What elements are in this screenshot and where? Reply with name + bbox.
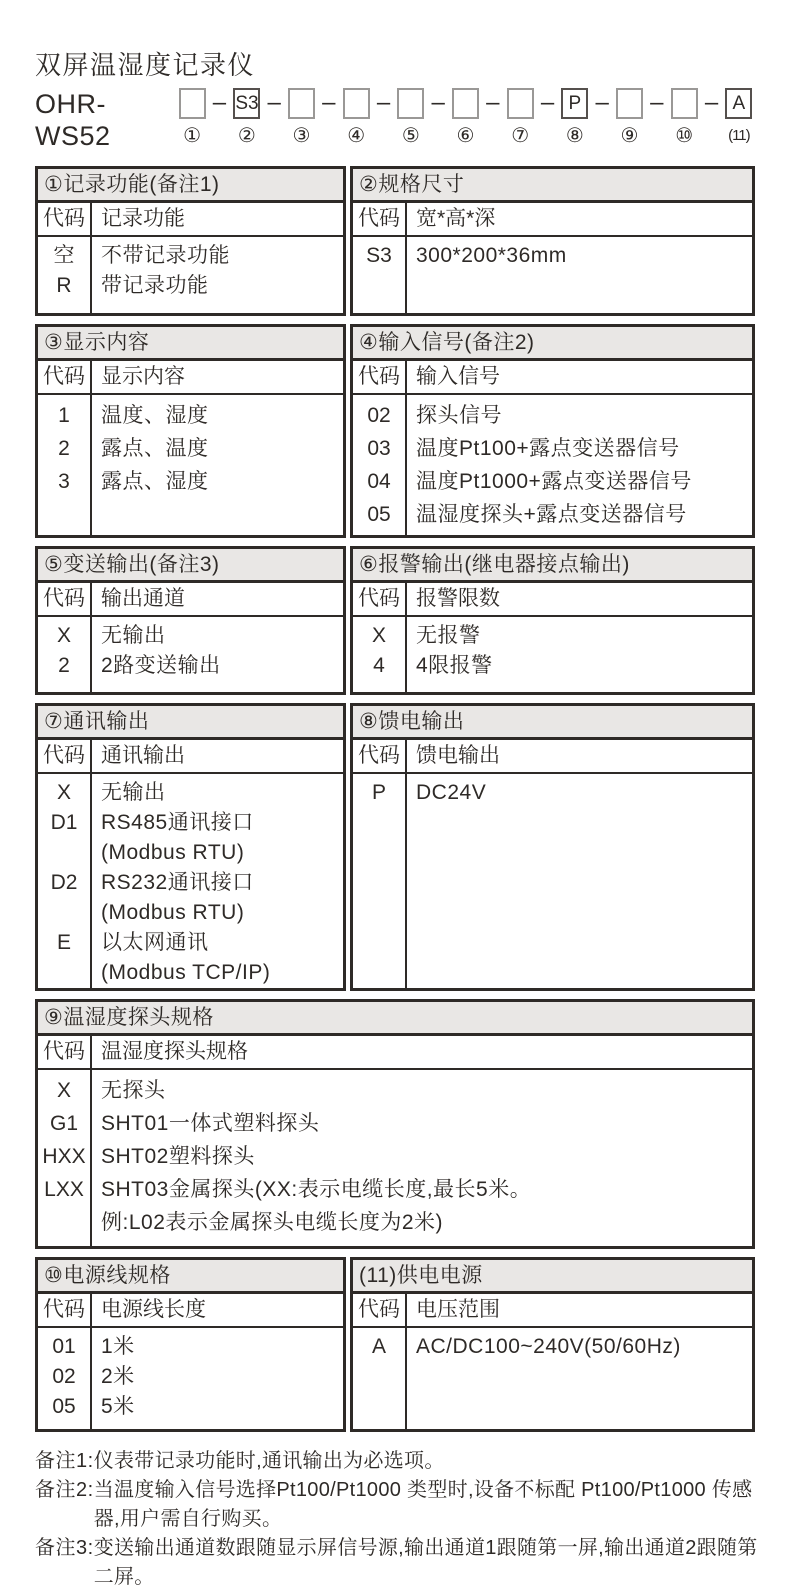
desc-line: (Modbus RTU) [101,841,245,864]
row-code: X [56,1079,71,1102]
code-column-header: 代码 [353,361,407,393]
section-title: ⑤变送输出(备注3) [38,549,343,583]
table-row [38,432,343,465]
footnote-1 [35,1447,761,1476]
row-code: 05 [52,1395,76,1418]
slot-code-box: S3 [233,88,260,119]
row-code: S3 [366,244,392,267]
code-column-header: 代码 [353,1294,407,1326]
filler-row [38,1239,752,1246]
section-record-function [35,166,346,316]
row-desc [90,868,343,928]
desc-column-header: 显示内容 [101,365,185,388]
code-column-header: 代码 [353,583,407,615]
row-desc [90,1392,343,1422]
row-code: 05 [367,503,391,526]
code-column-header: 代码 [38,1036,92,1068]
table-header-row [38,203,343,237]
desc-line: 无输出 [101,781,166,804]
row-code: R [56,274,72,297]
desc-line: 例:L02表示金属探头电缆长度为2米) [101,1211,444,1234]
desc-line: 无探头 [101,1079,166,1102]
desc-line: 2米 [101,1365,135,1388]
row-desc [405,1332,752,1362]
model-code-line [35,88,755,152]
row-desc [90,465,343,498]
code-column-header: 代码 [38,361,92,393]
section-probe-spec [35,999,755,1249]
desc-line: 温度Pt100+露点变送器信号 [416,437,680,460]
table-row [38,868,343,928]
dash-separator: – [540,89,555,116]
row-code: E [56,931,71,954]
section-display-content [35,324,346,538]
table-data-block [38,617,343,692]
table-data-block [38,774,343,988]
section-title: ④输入信号(备注2) [353,327,752,361]
desc-line: 5米 [101,1395,135,1418]
slot-number: ① [183,125,202,147]
slot-empty-box [397,88,424,119]
dash-separator: – [431,89,445,116]
model-slot-8 [559,88,591,147]
slot-number: ③ [292,125,311,147]
row-desc [90,399,343,432]
row-desc [405,651,752,681]
row-code: LXX [44,1178,84,1201]
row-desc [90,241,343,271]
table-header-row [38,1036,752,1070]
table-row [38,1140,752,1173]
table-row [38,928,343,988]
code-column-header: 代码 [353,203,407,235]
desc-line: RS232通讯接口 [101,871,254,894]
row-desc [405,241,752,271]
table-data-block [38,1328,343,1429]
table-data-block [353,617,752,692]
row-desc [405,778,752,808]
table-row-group-2 [35,324,755,538]
slot-number: (11) [728,127,750,144]
code-column-header: 代码 [353,740,407,772]
table-row [38,241,343,271]
table-data-block [38,1070,752,1246]
slot-empty-box [616,88,643,119]
row-code: 03 [367,437,391,460]
table-row [38,651,343,681]
slot-code-box: P [561,88,588,119]
table-row [38,1173,752,1239]
desc-column-header: 记录功能 [101,207,185,230]
row-code: X [56,624,71,647]
row-desc [90,271,343,301]
desc-column-header: 电压范围 [416,1298,500,1321]
row-desc [405,399,752,432]
desc-line: 温度Pt1000+露点变送器信号 [416,470,692,493]
table-row [38,271,343,301]
row-code: P [371,781,386,804]
filler-row [353,681,752,692]
desc-line: 无报警 [416,624,481,647]
slot-empty-box [671,88,698,119]
table-row [38,1107,752,1140]
section-alarm-output [350,546,755,695]
table-row [353,651,752,681]
model-slot-11 [723,88,755,147]
filler-row [353,271,752,313]
table-row [38,1392,343,1422]
footnote-3 [35,1534,761,1592]
dash-separator: – [595,89,609,116]
section-title: ③显示内容 [38,327,343,361]
table-data-block [38,237,343,313]
model-slot-5 [395,88,427,147]
row-desc [90,1074,752,1107]
dash-separator: – [267,89,281,116]
row-desc [90,651,343,681]
filler-row [38,498,343,535]
desc-column-header: 宽*高*深 [416,207,496,230]
slot-number: ④ [347,125,366,147]
row-code: 1 [58,404,70,427]
row-code: 2 [58,437,70,460]
table-row [353,241,752,271]
slot-empty-box [288,88,315,119]
table-row-group-4 [35,703,755,991]
table-row [38,778,343,808]
section-dimensions [350,166,755,316]
row-desc [90,1332,343,1362]
table-row-group-1 [35,166,755,316]
table-header-row [353,203,752,237]
footnote-text: 当温度输入信号选择Pt100/Pt1000 类型时,设备不标配 Pt100/Pt1000 传感器,用户需自行购买。 [93,1479,753,1530]
row-code: HXX [42,1145,86,1168]
desc-line: RS485通讯接口 [101,811,254,834]
desc-line: 露点、温度 [101,437,209,460]
desc-line: 温度、湿度 [101,404,209,427]
table-row [353,399,752,432]
table-header-row [38,361,343,395]
table-row [353,778,752,808]
section-power-cord [35,1257,346,1432]
slot-number: ⑧ [565,125,584,147]
selection-tables [35,166,755,1432]
code-column-header: 代码 [38,203,92,235]
section-title: ⑦通讯输出 [38,706,343,740]
model-prefix: OHR-WS52 [35,89,111,151]
filler-row [353,1362,752,1429]
footnote-label: 备注3: [35,1537,94,1559]
slot-number: ⑨ [620,125,639,147]
desc-line: 温湿度探头+露点变送器信号 [416,503,687,526]
footnote-label: 备注2: [35,1479,94,1501]
dash-separator: – [212,89,227,116]
desc-line: 1米 [101,1335,135,1358]
slot-empty-box [452,88,479,119]
dash-separator: – [486,89,500,116]
footnotes [35,1447,761,1592]
row-desc [90,1107,752,1140]
row-desc [90,621,343,651]
row-code: X [56,781,71,804]
section-title: ②规格尺寸 [353,169,752,203]
desc-line: 不带记录功能 [101,244,230,267]
row-desc [405,621,752,651]
row-code: A [371,1335,386,1358]
table-header-row [353,740,752,774]
footnote-text: 仪表带记录功能时,通讯输出为必选项。 [93,1450,445,1472]
table-row-group-6 [35,1257,755,1432]
model-slot-3 [285,88,317,147]
slot-number: ⑦ [511,125,530,147]
table-row-group-3 [35,546,755,695]
row-code: D2 [50,871,78,894]
filler-row [38,1422,343,1429]
table-row [353,498,752,531]
section-transmit-output [35,546,346,695]
model-slot-9 [614,88,646,147]
desc-line: (Modbus RTU) [101,901,245,924]
row-code: 2 [58,654,70,677]
row-code: 3 [58,470,70,493]
desc-line: SHT01一体式塑料探头 [101,1112,320,1135]
filler-row [353,808,752,988]
desc-column-header: 通讯输出 [101,744,185,767]
row-desc [90,928,343,988]
slot-empty-box [179,88,206,119]
row-code: 02 [52,1365,76,1388]
row-code: 04 [367,470,391,493]
section-feed-output [350,703,755,991]
section-title: ①记录功能(备注1) [38,169,343,203]
code-column-header: 代码 [38,583,92,615]
row-desc [90,808,343,868]
table-header-row [38,1294,343,1328]
desc-column-header: 输入信号 [416,365,500,388]
table-row [353,621,752,651]
footnote-label: 备注1: [35,1450,94,1472]
table-data-block [353,395,752,535]
row-code: 空 [53,244,75,267]
table-data-block [353,774,752,988]
table-header-row [353,361,752,395]
slot-code-box: A [725,88,752,119]
row-desc [90,1140,752,1173]
desc-line: AC/DC100~240V(50/60Hz) [416,1335,681,1358]
table-row [38,399,343,432]
model-slot-4 [340,88,372,147]
row-desc [90,432,343,465]
table-header-row [353,1294,752,1328]
model-slot-7 [504,88,536,147]
table-row [38,808,343,868]
desc-column-header: 报警限数 [416,587,500,610]
footnote-text: 变送输出通道数跟随显示屏信号源,输出通道1跟随第一屏,输出通道2跟随第二屏。 [93,1537,758,1588]
desc-column-header: 温湿度探头规格 [101,1040,248,1063]
desc-line: 2路变送输出 [101,654,221,677]
table-row [38,1074,752,1107]
desc-line: (Modbus TCP/IP) [101,961,271,984]
table-row [353,465,752,498]
section-communication-output [35,703,346,991]
slot-number: ② [237,125,256,147]
model-slot-10 [668,88,700,147]
filler-row [38,301,343,313]
row-code: 4 [373,654,385,677]
row-code: X [371,624,386,647]
code-column-header: 代码 [38,740,92,772]
desc-line: DC24V [416,781,487,804]
table-row [38,1362,343,1392]
table-data-block [353,1328,752,1429]
dash-separator: – [376,89,391,116]
desc-line: SHT03金属探头(XX:表示电缆长度,最长5米。 [101,1178,532,1201]
row-desc [405,498,752,531]
table-row [38,1332,343,1362]
row-desc [405,465,752,498]
row-code: G1 [49,1112,78,1135]
table-row [353,1332,752,1362]
section-title: ⑥报警输出(继电器接点输出) [353,549,752,583]
desc-line: 4限报警 [416,654,493,677]
slot-empty-box [343,88,370,119]
desc-column-header: 电源线长度 [101,1298,206,1321]
table-header-row [38,740,343,774]
section-input-signal [350,324,755,538]
model-slot-1 [176,88,208,147]
filler-row [353,531,752,535]
filler-row [38,681,343,692]
table-row [38,621,343,651]
dash-separator: – [704,89,719,116]
table-header-row [38,583,343,617]
row-desc [90,1173,752,1239]
desc-line: SHT02塑料探头 [101,1145,255,1168]
dash-separator: – [322,89,336,116]
code-column-header: 代码 [38,1294,92,1326]
row-desc [90,1362,343,1392]
table-data-block [353,237,752,313]
slot-number: ⑤ [401,125,420,147]
section-title: (11)供电电源 [353,1260,752,1294]
desc-line: 无输出 [101,624,166,647]
desc-column-header: 输出通道 [101,587,185,610]
model-slot-6 [449,88,481,147]
dash-separator: – [650,89,664,116]
desc-line: 露点、湿度 [101,470,209,493]
row-desc [90,778,343,808]
table-data-block [38,395,343,535]
section-power-supply [350,1257,755,1432]
section-title: ⑧馈电输出 [353,706,752,740]
desc-column-header: 馈电输出 [416,744,500,767]
slot-number: ⑥ [456,125,475,147]
slot-empty-box [507,88,534,119]
model-slot-2 [231,88,263,147]
table-row [353,432,752,465]
desc-line: 探头信号 [416,404,502,427]
page-title: 双屏温湿度记录仪 [35,50,256,80]
section-title: ⑨温湿度探头规格 [38,1002,752,1036]
row-desc [405,432,752,465]
slot-number: ⑩ [675,125,694,147]
row-code: 01 [52,1335,76,1358]
table-header-row [353,583,752,617]
desc-line: 300*200*36mm [416,244,567,267]
row-code: 02 [367,404,391,427]
row-code: D1 [50,811,78,834]
desc-line: 带记录功能 [101,274,209,297]
table-row [38,465,343,498]
footnote-2 [35,1476,761,1534]
desc-line: 以太网通讯 [101,931,209,954]
table-row-group-5 [35,999,755,1249]
section-title: ⑩电源线规格 [38,1260,343,1294]
